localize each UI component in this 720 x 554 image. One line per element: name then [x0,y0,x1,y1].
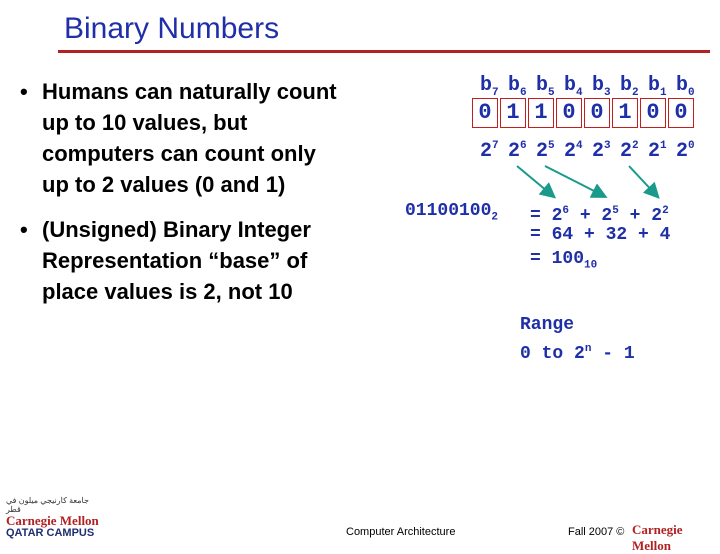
expansion-result: = $100_{10}$ [530,249,598,272]
place-weight: $2^4$ [564,140,583,163]
binary-base: 2 [491,211,499,224]
bit-label: $b_0$ [676,74,695,99]
bullet-marker: • [20,79,28,104]
place-weight: $2^1$ [648,140,667,163]
bullet-marker: • [20,217,28,242]
slide-title: Binary Numbers [64,12,280,45]
bit-label: $b_5$ [536,74,555,99]
range-label: Range [520,315,575,335]
bullet-text: (Unsigned) Binary Integer Representation “base” of place values is 2, not 10 [42,217,311,304]
place-weight: $2^5$ [536,140,555,163]
bit-label: $b_6$ [508,74,527,99]
place-weight: $2^7$ [480,140,499,163]
bit-value: 0 [472,98,498,128]
bit-label: $b_7$ [480,74,499,99]
arrow-bit5 [545,166,604,196]
place-weight: $2^0$ [676,140,695,163]
footer-course: Computer Architecture [346,526,456,538]
place-weight: $2^2$ [620,140,639,163]
bit-value: 0 [640,98,666,128]
bit-label: $b_4$ [564,74,583,99]
bit-value: 0 [556,98,582,128]
place-weight: $2^6$ [508,140,527,163]
bit-value: 1 [500,98,526,128]
bit-value: 1 [528,98,554,128]
footer-brand: Carnegie Mellon [632,522,683,553]
bit-label: $b_1$ [648,74,667,99]
binary-number: 01100100 [405,201,492,221]
bit-label: $b_2$ [620,74,639,99]
expansion-sum: = 64 + 32 + 4 [530,225,671,245]
bit-label: $b_3$ [592,74,611,99]
place-weight: $2^3$ [592,140,611,163]
bit-value: 0 [668,98,694,128]
bit-value: 0 [584,98,610,128]
arrow-bit2 [629,166,657,196]
range-formula: 0 to 2$^n$ - 1 [520,343,635,364]
logo-arabic-text: جامعة كارنيجي ميلون في قطر [6,496,89,514]
bullet-text: Humans can naturally count up to 10 values, but computers can count only up to 2 values (0 and 1) [42,79,337,197]
binary-example [405,200,498,229]
bit-value: 1 [612,98,638,128]
expansion-powers: = $2^6 + 2^5 + 2^2$ [530,205,669,226]
logo-cmu-text: Carnegie Mellon [6,513,99,528]
footer-term: Fall 2007 © [568,526,625,538]
logo-campus-text: QATAR CAMPUS [6,527,95,539]
arrow-bit6 [517,166,553,196]
cmu-qatar-logo [6,496,106,539]
